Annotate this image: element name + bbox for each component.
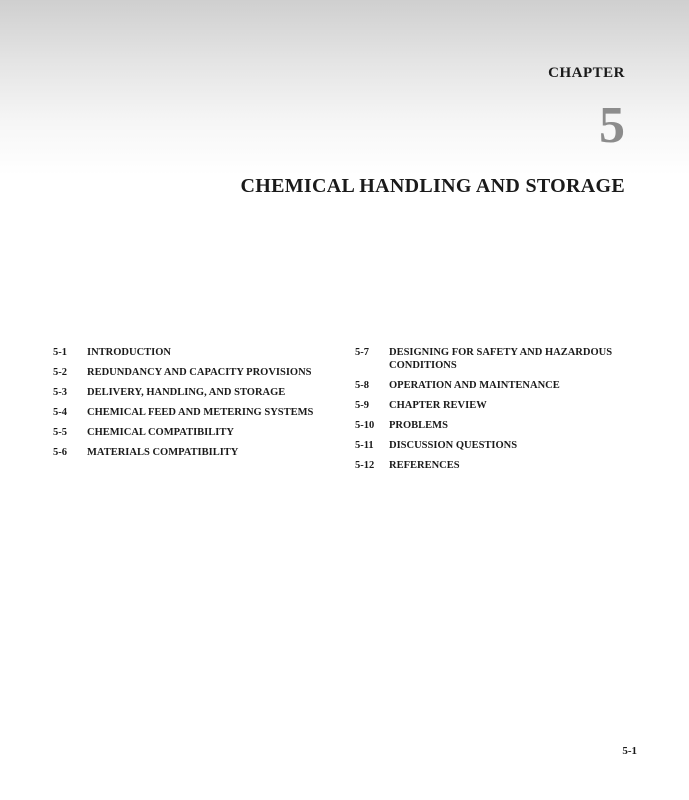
toc-section-number: 5-5 (53, 427, 67, 438)
toc-section-number: 5-12 (355, 460, 375, 471)
toc-section-number: 5-11 (355, 440, 374, 451)
toc-section-title: CHAPTER REVIEW (389, 400, 487, 411)
toc-section-title: DISCUSSION QUESTIONS (389, 440, 518, 451)
chapter-title: CHEMICAL HANDLING AND STORAGE (240, 175, 625, 197)
toc-section-number: 5-1 (53, 347, 67, 358)
toc-item (355, 419, 615, 432)
chapter-number: 5 (599, 97, 625, 154)
toc-section-title: REDUNDANCY AND CAPACITY PROVISIONS (87, 367, 312, 378)
page-number: 5-1 (622, 745, 637, 757)
toc-section-number: 5-3 (53, 387, 67, 398)
toc-item (53, 406, 323, 419)
toc-section-title: DESIGNING FOR SAFETY AND HAZARDOUS CONDITIONS (389, 347, 613, 371)
toc-item (53, 366, 323, 379)
toc-item (355, 459, 615, 472)
chapter-label: CHAPTER (548, 65, 625, 81)
toc-section-title: REFERENCES (389, 460, 460, 471)
toc-item (355, 439, 615, 452)
toc-section-number: 5-4 (53, 407, 67, 418)
toc-section-title: PROBLEMS (389, 420, 448, 431)
toc-item (355, 379, 615, 392)
toc-item (53, 446, 323, 459)
toc-section-number: 5-7 (355, 347, 369, 358)
toc-item (53, 386, 323, 399)
toc-item (53, 426, 323, 439)
toc-item (53, 346, 323, 359)
toc-section-number: 5-6 (53, 447, 67, 458)
toc-section-title: MATERIALS COMPATIBILITY (87, 447, 239, 458)
toc-section-number: 5-2 (53, 367, 67, 378)
header-gradient-band (0, 0, 689, 175)
toc-section-title: CHEMICAL FEED AND METERING SYSTEMS (87, 407, 314, 418)
toc-section-number: 5-8 (355, 380, 369, 391)
toc-section-number: 5-9 (355, 400, 369, 411)
toc-left-column (53, 346, 323, 466)
toc-section-title: OPERATION AND MAINTENANCE (389, 380, 560, 391)
toc-right-column (355, 346, 615, 479)
toc-item (355, 399, 615, 412)
toc-section-title: DELIVERY, HANDLING, AND STORAGE (87, 387, 286, 398)
toc-section-number: 5-10 (355, 420, 375, 431)
toc-section-title: CHEMICAL COMPATIBILITY (87, 427, 234, 438)
toc-section-title: INTRODUCTION (87, 347, 172, 358)
toc-item (355, 346, 615, 372)
